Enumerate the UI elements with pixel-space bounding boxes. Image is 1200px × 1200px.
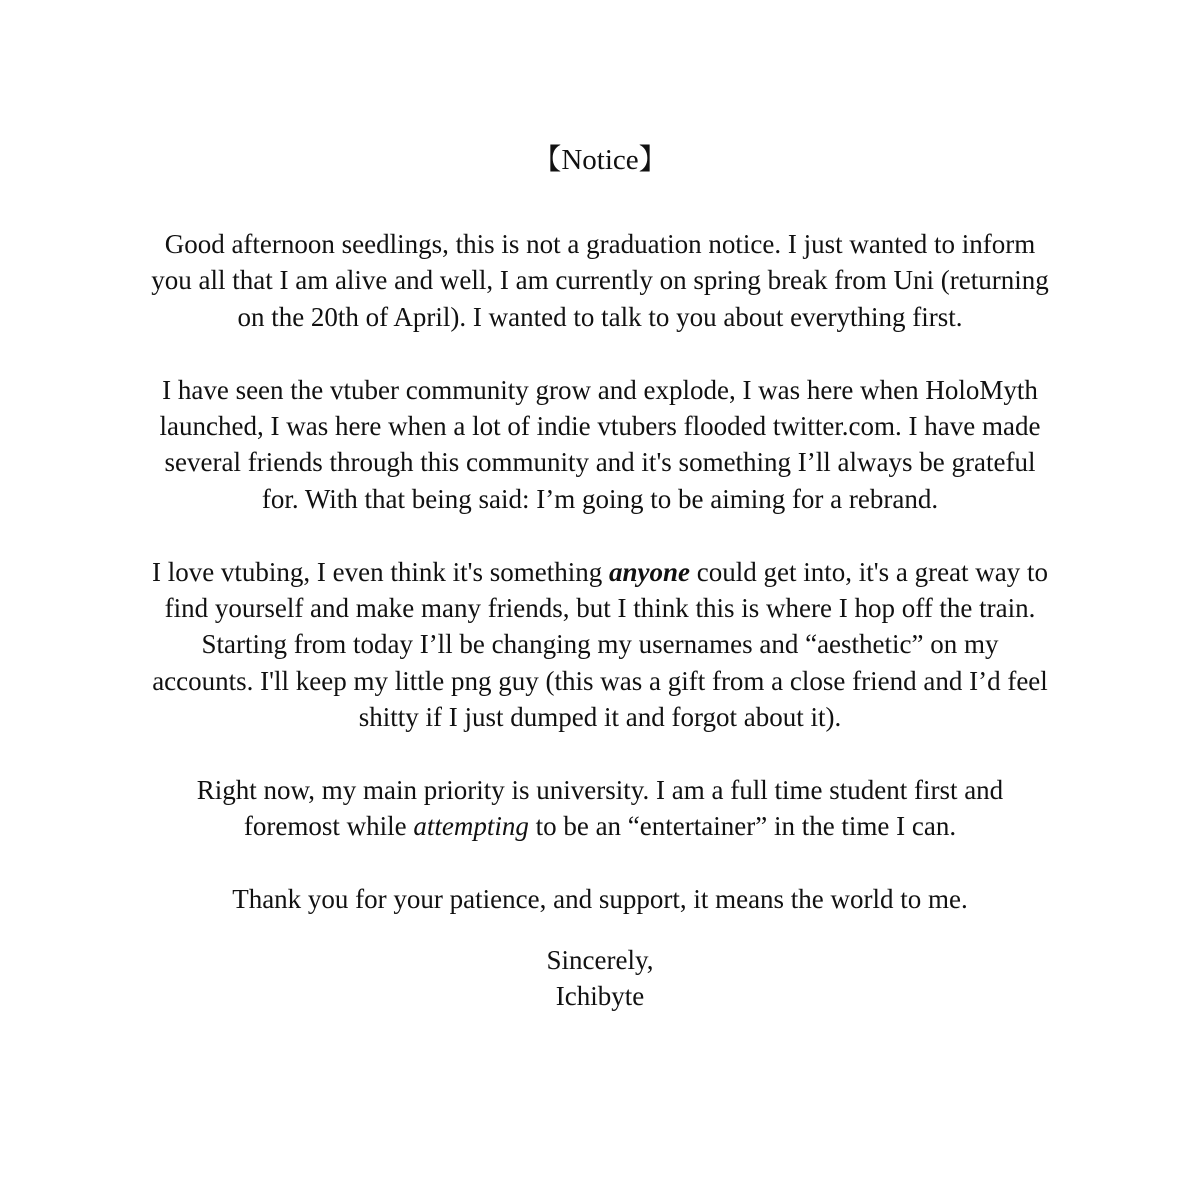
text-line: Starting from today I’ll be changing my usernames and “aesthetic” on my [201, 629, 999, 660]
emphasis-attempting: attempting [413, 811, 529, 842]
paragraph-community [100, 372, 1100, 518]
text-line: launched, I was here when a lot of indie vtubers flooded twitter.com. I have made [159, 411, 1041, 442]
paragraph-thanks [100, 881, 1100, 917]
text-line: several friends through this community and it's something I’ll always be grateful [164, 447, 1036, 478]
text-line [100, 554, 1100, 590]
text-line [100, 808, 1100, 844]
text-line: find yourself and make many friends, but I think this is where I hop off the train. [164, 593, 1036, 624]
text-line: Right now, my main priority is university. I am a full time student first and [196, 775, 1004, 806]
signoff-name: Ichibyte [555, 981, 645, 1012]
paragraph-greeting [100, 226, 1100, 335]
text-segment: I love vtubing, I even think it's something [151, 556, 610, 587]
signoff [100, 942, 1100, 1015]
text-segment: to be an “entertainer” in the time I can. [528, 811, 957, 842]
text-line: on the 20th of April). I wanted to talk to you about everything first. [237, 301, 963, 332]
notice-document [100, 138, 1100, 1051]
text-segment: could get into, it's a great way to [690, 556, 1049, 587]
text-line: for. With that being said: I’m going to be aiming for a rebrand. [261, 483, 939, 514]
text-line: Thank you for your patience, and support, it means the world to me. [232, 884, 968, 915]
signoff-closing: Sincerely, [546, 944, 654, 975]
paragraph-priority [100, 772, 1100, 845]
notice-title: 【Notice】 [532, 144, 668, 176]
text-line: I have seen the vtuber community grow and explode, I was here when HoloMyth [162, 374, 1038, 405]
text-line: you all that I am alive and well, I am currently on spring break from Uni (returning [151, 265, 1049, 296]
text-segment: foremost while [243, 811, 414, 842]
text-line: accounts. I'll keep my little png guy (this was a gift from a close friend and I’d feel [152, 665, 1048, 696]
paragraph-rebrand [100, 554, 1100, 736]
emphasis-anyone: anyone [609, 556, 691, 587]
text-line: shitty if I just dumped it and forgot about it). [358, 702, 842, 733]
text-line: Good afternoon seedlings, this is not a graduation notice. I just wanted to inform [164, 229, 1036, 259]
